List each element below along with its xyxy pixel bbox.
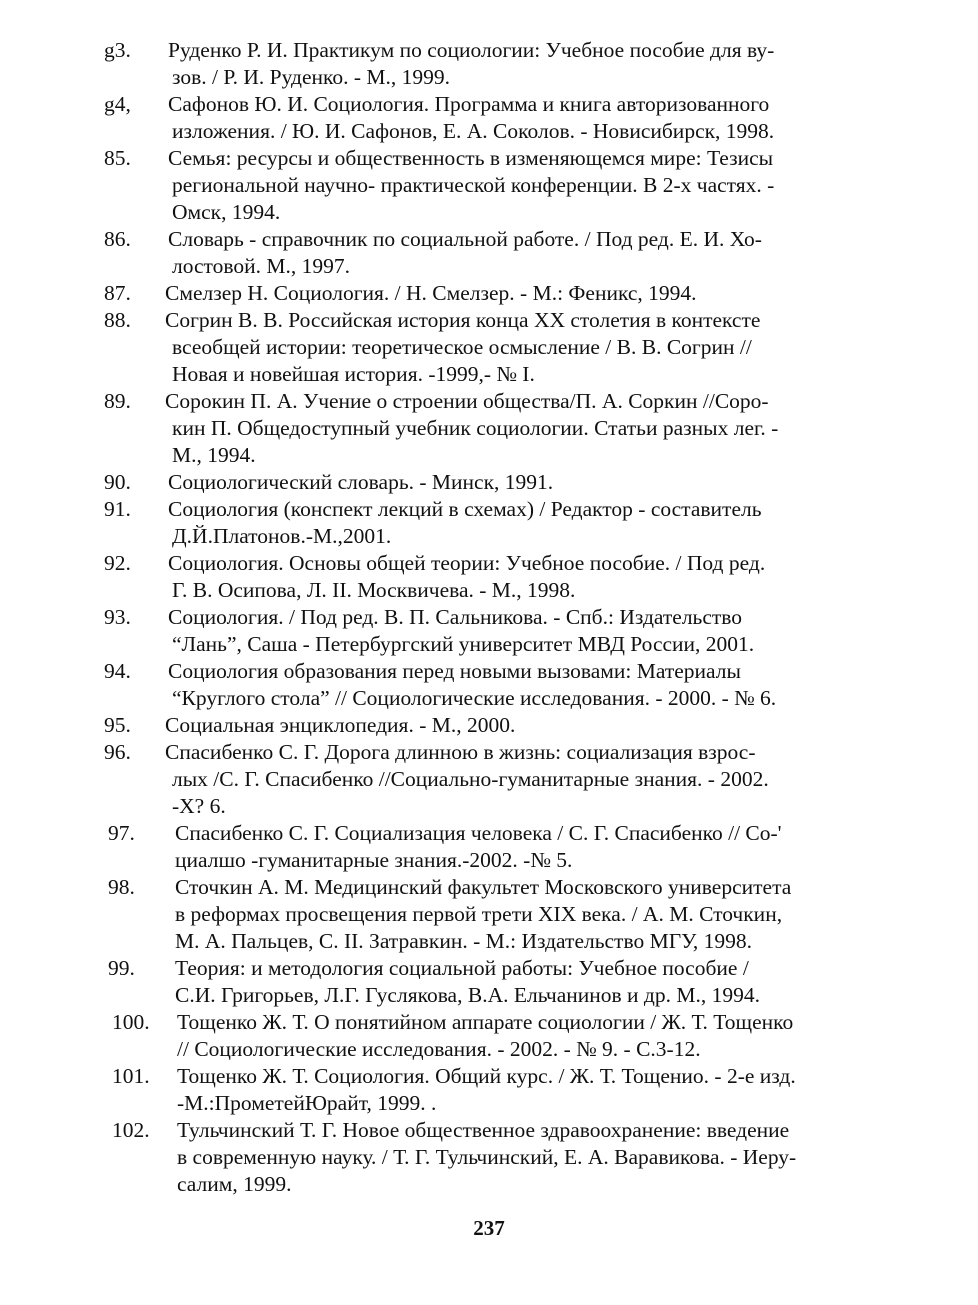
reference-text-line: Тощенко Ж. Т. Социология. Общий курс. / Ж. Т. Тощенио. - 2-е изд. <box>177 1064 796 1088</box>
reference-number: 96. <box>104 740 131 764</box>
reference-text-line: “Лань”, Саша - Петербургский университет МВД России, 2001. <box>172 632 755 656</box>
reference-text-line: Согрин В. В. Российская история конца XX столетия в контексте <box>165 308 761 332</box>
reference-text-line: всеобщей истории: теоретическое осмысление / В. В. Согрин // <box>172 335 752 359</box>
reference-text-line: салим, 1999. <box>177 1172 292 1196</box>
reference-entry <box>0 712 978 739</box>
reference-text-line: -М.:ПрометейЮрайт, 1999. . <box>177 1091 437 1115</box>
reference-text-line: Смелзер Н. Социология. / Н. Смелзер. - М.: Феникс, 1994. <box>165 281 697 305</box>
reference-entry <box>0 874 978 955</box>
reference-entry <box>0 604 978 658</box>
reference-text-line: Социология образования перед новыми вызовами: Материалы <box>168 659 741 683</box>
reference-entry <box>0 307 978 388</box>
reference-number: 101. <box>112 1064 150 1088</box>
reference-entry <box>0 658 978 712</box>
reference-text-line: Сорокин П. А. Учение о строении общества/П. А. Соркин //Соро- <box>165 389 769 413</box>
reference-text-line: лостовой. М., 1997. <box>172 254 351 278</box>
reference-number: 95. <box>104 713 131 737</box>
reference-number: 94. <box>104 659 131 683</box>
reference-text-line: Спасибенко С. Г. Дорога длинною в жизнь: социализация взрос- <box>165 740 756 764</box>
reference-number: 86. <box>104 227 131 251</box>
reference-number: 85. <box>104 146 131 170</box>
reference-entry <box>0 145 978 226</box>
bibliography-list <box>0 37 978 1198</box>
reference-text-line: в современную науку. / Т. Г. Тульчинский, Е. А. Варавикова. - Иеру- <box>177 1145 797 1169</box>
reference-text-line: М., 1994. <box>172 443 256 467</box>
reference-entry <box>0 280 978 307</box>
reference-number: 97. <box>108 821 135 845</box>
reference-text-line: региональной научно- практической конференции. В 2-х частях. - <box>172 173 775 197</box>
reference-entry <box>0 1009 978 1063</box>
reference-entry <box>0 955 978 1009</box>
reference-text-line: Социологический словарь. - Минск, 1991. <box>168 470 554 494</box>
reference-text-line: Спасибенко С. Г. Социализация человека / С. Г. Спасибенко // Со-' <box>175 821 782 845</box>
reference-text-line: Семья: ресурсы и общественность в изменяющемся мире: Тезисы <box>168 146 774 170</box>
reference-text-line: Социальная энциклопедия. - М., 2000. <box>165 713 516 737</box>
reference-entry <box>0 469 978 496</box>
reference-number: 102. <box>112 1118 150 1142</box>
reference-text-line: Новая и новейшая история. -1999,- № I. <box>172 362 535 386</box>
reference-number: 88. <box>104 308 131 332</box>
reference-text-line: Д.Й.Платонов.-М.,2001. <box>172 524 392 548</box>
reference-number: 91. <box>104 497 131 521</box>
reference-number: 90. <box>104 470 131 494</box>
reference-text-line: изложения. / Ю. И. Сафонов, Е. А. Соколов. - Новисибирск, 1998. <box>172 119 775 143</box>
page-number: 237 <box>473 1216 505 1240</box>
reference-text-line: Сточкин А. М. Медицинский факультет Московского университета <box>175 875 792 899</box>
reference-entry <box>0 37 978 91</box>
reference-number: 89. <box>104 389 131 413</box>
reference-entry <box>0 388 978 469</box>
reference-text-line: Г. В. Осипова, Л. II. Москвичева. - М., 1998. <box>172 578 576 602</box>
reference-entry <box>0 739 978 820</box>
reference-entry <box>0 91 978 145</box>
reference-text-line: Социология (конспект лекций в схемах) / Редактор - составитель <box>168 497 762 521</box>
reference-text-line: кин П. Общедоступный учебник социологии. Статьи разных лег. - <box>172 416 779 440</box>
reference-text-line: зов. / Р. И. Руденко. - М., 1999. <box>172 65 451 89</box>
reference-text-line: “Круглого стола” // Социологические исследования. - 2000. - № 6. <box>172 686 777 710</box>
reference-number: 100. <box>112 1010 150 1034</box>
reference-text-line: Теория: и методология социальной работы: Учебное пособие / <box>175 956 749 980</box>
reference-number: g4, <box>104 92 131 116</box>
reference-number: 87. <box>104 281 131 305</box>
reference-number: 93. <box>104 605 131 629</box>
reference-entry <box>0 226 978 280</box>
reference-entry <box>0 496 978 550</box>
reference-text-line: лых /С. Г. Спасибенко //Социально-гуманитарные знания. - 2002. <box>172 767 769 791</box>
reference-text-line: -X? 6. <box>172 794 226 818</box>
reference-text-line: циалшо -гуманитарные знания.-2002. -№ 5. <box>175 848 573 872</box>
reference-entry <box>0 1063 978 1117</box>
reference-text-line: Социология. Основы общей теории: Учебное пособие. / Под ред. <box>168 551 766 575</box>
reference-number: 98. <box>108 875 135 899</box>
reference-text-line: Руденко Р. И. Практикум по социологии: Учебное пособие для ву- <box>168 38 775 62</box>
reference-text-line: М. А. Пальцев, С. II. Затравкин. - М.: Издательство МГУ, 1998. <box>175 929 752 953</box>
reference-text-line: Омск, 1994. <box>172 200 281 224</box>
reference-number: 92. <box>104 551 131 575</box>
reference-text-line: // Социологические исследования. - 2002. - № 9. - С.3-12. <box>177 1037 701 1061</box>
reference-entry <box>0 820 978 874</box>
reference-entry <box>0 1117 978 1198</box>
reference-text-line: Сафонов Ю. И. Социология. Программа и книга авторизованного <box>168 92 770 116</box>
reference-text-line: Словарь - справочник по социальной работе. / Под ред. Е. И. Хо- <box>168 227 762 251</box>
reference-text-line: Тощенко Ж. Т. О понятийном аппарате социологии / Ж. Т. Тощенко <box>177 1010 794 1034</box>
reference-text-line: в реформах просвещения первой трети XIX века. / А. М. Сточкин, <box>175 902 783 926</box>
reference-text-line: Тульчинский Т. Г. Новое общественное здравоохранение: введение <box>177 1118 790 1142</box>
reference-number: g3. <box>104 38 131 62</box>
reference-text-line: С.И. Григорьев, Л.Г. Гуслякова, В.А. Ельчанинов и др. М., 1994. <box>175 983 760 1007</box>
reference-entry <box>0 550 978 604</box>
reference-text-line: Социология. / Под ред. В. П. Сальникова. - Спб.: Издательство <box>168 605 743 629</box>
reference-number: 99. <box>108 956 135 980</box>
